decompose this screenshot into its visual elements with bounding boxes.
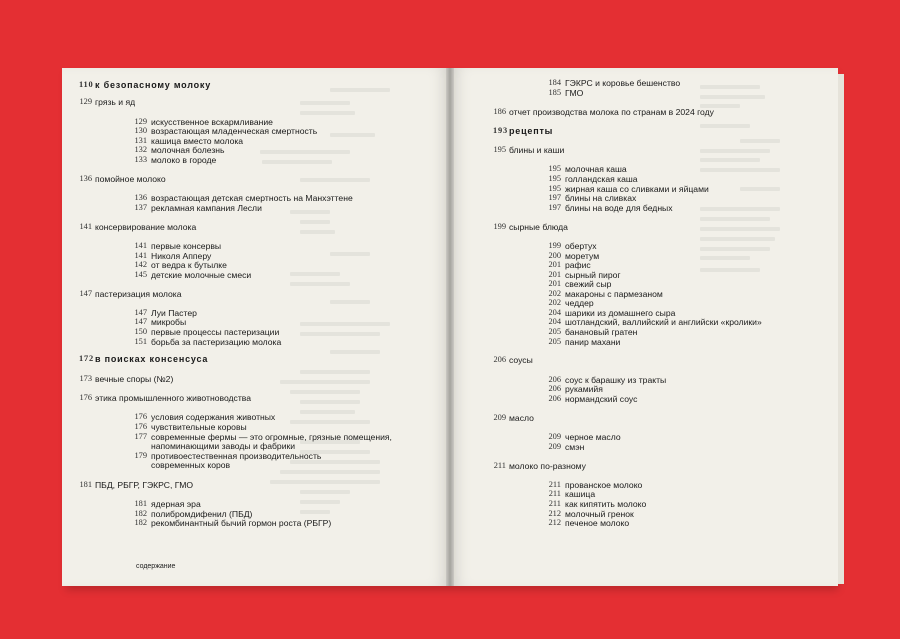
toc-item [548,489,596,499]
toc-chapter [493,413,534,423]
show-through-line [300,370,370,374]
toc-item [548,394,638,404]
show-through-line [280,380,370,384]
show-through-line [290,420,370,424]
toc-title: блины на сливках [565,193,637,203]
toc-title: смэн [565,442,585,452]
toc-title: нормандский соус [565,394,638,404]
toc-chapter [493,107,714,117]
toc-page-number: 205 [548,327,561,336]
show-through-line [700,149,770,153]
toc-item [548,499,647,509]
toc-page-number: 211 [493,461,506,470]
toc-page-number: 182 [134,509,147,518]
toc-title: рекомбинантный бычий гормон роста (РБГР) [151,518,332,528]
show-through-line [290,210,330,214]
toc-page-number: 145 [134,270,147,279]
toc-item [134,327,280,337]
toc-page-number: 200 [548,251,561,260]
toc-page-number: 131 [134,136,147,145]
toc-page-number: 204 [548,308,561,317]
toc-title: обертух [565,241,597,251]
toc-title: молочный гренок [565,509,634,519]
toc-page-number: 197 [548,203,561,212]
show-through-line [300,220,330,224]
toc-item [548,164,627,174]
toc-page-number: 199 [548,241,561,250]
toc-title: от ведра к бутылке [151,260,227,270]
toc-page-number: 206 [548,375,561,384]
toc-title: борьба за пастеризацию молока [151,337,282,347]
show-through-line [260,150,350,154]
toc-item [548,203,673,213]
toc-title: ПБД, РБГР, ГЭКРС, ГМО [95,480,194,490]
toc-item [134,145,225,155]
toc-item [151,441,295,451]
toc-section [79,80,212,90]
toc-page-number: 181 [134,499,147,508]
toc-title: свежий сыр [565,279,612,289]
toc-page-number: 204 [548,317,561,326]
toc-title: жирная каша со сливками и яйцами [565,184,709,194]
toc-title: полибромдифенил (ПБД) [151,509,253,519]
toc-item [134,260,227,270]
toc-page-number: 202 [548,298,561,307]
show-through-line [330,88,390,92]
show-through-line [300,332,380,336]
toc-title: прованское молоко [565,480,643,490]
toc-page-number: 186 [493,107,506,116]
toc-item [134,241,222,251]
toc-title: кашица вместо молока [151,136,244,146]
toc-page-number: 211 [548,480,561,489]
toc-page-number: 206 [548,394,561,403]
toc-page-number: 181 [79,480,92,489]
toc-page-number: 212 [548,509,561,518]
show-through-line [330,252,370,256]
show-through-line [700,207,780,211]
toc-title: детские молочные смеси [151,270,252,280]
toc-page-number: 172 [79,354,94,363]
toc-title: вечные споры (№2) [95,374,174,384]
toc-item [548,442,585,452]
footer-label: содержание [136,563,176,570]
toc-chapter [79,393,252,403]
show-through-line [700,158,760,162]
toc-page-number: 173 [79,374,92,383]
toc-page-number: 201 [548,279,561,288]
toc-item [548,88,584,98]
toc-title: молочная болезнь [151,145,225,155]
toc-chapter [493,145,565,155]
toc-item [134,337,282,347]
toc-title: макароны с пармезаном [565,289,663,299]
toc-page-number: 206 [493,355,506,364]
toc-page-number: 110 [79,80,94,89]
toc-title: к безопасному молоку [95,80,212,90]
toc-title: пастеризация молока [95,289,182,299]
toc-title: молоко в городе [151,155,217,165]
toc-title: ГЭКРС и коровье бешенство [565,78,681,88]
toc-title: шарики из домашнего сыра [565,308,676,318]
toc-chapter [79,289,182,299]
book-gutter [446,68,454,586]
toc-title: голландская каша [565,174,638,184]
toc-title: противоестественная производительность [151,451,322,461]
toc-item [134,155,217,165]
toc-chapter [79,374,174,384]
toc-section [493,126,554,136]
show-through-line [740,187,780,191]
toc-title: рекламная кампания Лесли [151,203,262,213]
toc-page-number: 141 [79,222,92,231]
show-through-line [280,470,380,474]
toc-item [134,422,247,432]
toc-title: как кипятить молоко [565,499,647,509]
toc-title: черное масло [565,432,621,442]
toc-title: печеное молоко [565,518,630,528]
toc-page-number: 185 [548,88,561,97]
toc-item [548,78,681,88]
toc-chapter [493,222,568,232]
toc-page-number: 184 [548,78,561,87]
show-through-line [700,268,760,272]
toc-item [548,432,621,442]
toc-item [134,270,252,280]
toc-title: условия содержания животных [151,412,276,422]
toc-item [548,279,612,289]
show-through-line [262,160,332,164]
show-through-line [300,322,390,326]
toc-title: панир махани [565,337,621,347]
toc-item [134,317,187,327]
toc-item [548,337,621,347]
toc-page-number: 202 [548,289,561,298]
toc-chapter [79,174,166,184]
show-through-line [700,256,750,260]
toc-page-number: 193 [493,126,508,135]
toc-page-number: 195 [548,174,561,183]
toc-section [79,354,209,364]
toc-title: шотландский, валлийский и английски «кролики» [565,317,762,327]
show-through-line [330,350,380,354]
toc-item [548,174,638,184]
show-through-line [300,101,350,105]
toc-page-number: 176 [134,422,147,431]
show-through-line [700,85,760,89]
toc-page-number: 141 [134,251,147,260]
toc-page-number: 182 [134,518,147,527]
toc-page-number: 176 [134,412,147,421]
toc-page-number: 197 [548,193,561,202]
toc-title: консервирование молока [95,222,197,232]
toc-title: масло [509,413,534,423]
show-through-line [300,230,335,234]
toc-page-number: 129 [134,117,147,126]
toc-item [548,327,638,337]
toc-title: помойное молоко [95,174,166,184]
toc-chapter [79,222,197,232]
show-through-line [700,237,775,241]
toc-page-number: 211 [548,499,561,508]
toc-page-number: 195 [493,145,506,154]
toc-title: соус к барашку из тракты [565,375,667,385]
toc-title: напоминающими заводы и фабрики [151,441,296,451]
toc-item [134,499,201,509]
toc-page-number: 201 [548,270,561,279]
toc-item [548,298,594,308]
toc-title: молоко по-разному [509,461,586,471]
show-through-line [300,410,355,414]
toc-title: рукамийя [565,384,603,394]
show-through-line [300,490,350,494]
toc-page-number: 141 [134,241,147,250]
show-through-line [700,247,770,251]
toc-page-number: 176 [79,393,92,402]
toc-page-number: 137 [134,203,147,212]
toc-title: блины и каши [509,145,565,155]
show-through-line [700,217,770,221]
toc-title: чеддер [565,298,594,308]
show-through-line [700,95,765,99]
toc-title: первые консервы [151,241,222,251]
toc-title: рецепты [509,126,554,136]
toc-title: микробы [151,317,187,327]
toc-title: первые процессы пастеризации [151,327,280,337]
toc-page-number: 147 [134,308,147,317]
toc-title: современных коров [151,460,231,470]
toc-page-number: 195 [548,184,561,193]
page-edge [838,74,844,584]
show-through-line [290,282,350,286]
toc-title: ядерная эра [151,499,201,509]
toc-item [548,384,603,394]
toc-chapter [79,480,194,490]
toc-page-number: 130 [134,126,147,135]
toc-item [151,460,230,470]
toc-page-number: 209 [493,413,506,422]
toc-page-number: 147 [79,289,92,298]
toc-page-number: 136 [134,193,147,202]
show-through-line [330,300,370,304]
show-through-line [300,400,360,404]
show-through-line [290,390,360,394]
toc-page-number: 179 [134,451,147,460]
toc-title: моретум [565,251,600,261]
toc-page-number: 212 [548,518,561,527]
toc-title: отчет производства молока по странам в 2024 году [509,107,714,117]
toc-chapter [79,97,136,107]
toc-page-number: 209 [548,432,561,441]
toc-item [548,193,637,203]
show-through-line [270,480,380,484]
toc-title: искусственное вскармливание [151,117,273,127]
toc-page-number: 150 [134,327,147,336]
toc-chapter [493,355,533,365]
toc-item [548,518,630,528]
toc-page-number: 132 [134,145,147,154]
toc-item [548,241,597,251]
show-through-line [700,168,780,172]
toc-chapter [493,461,586,471]
toc-item [134,193,353,203]
toc-title: современные фермы — это огромные, грязные помещения, [151,432,392,442]
toc-page-number: 199 [493,222,506,231]
show-through-line [740,139,780,143]
toc-title: сырный пирог [565,270,621,280]
toc-title: Николя Апперу [151,251,212,261]
toc-item [134,203,262,213]
toc-page-number: 136 [79,174,92,183]
toc-page-number: 209 [548,442,561,451]
show-through-line [300,178,370,182]
toc-item [134,126,318,136]
toc-page-number: 211 [548,489,561,498]
show-through-line [290,272,340,276]
toc-title: возрастающая детская смертность на Манхэттене [151,193,353,203]
toc-title: чувствительные коровы [151,422,247,432]
show-through-line [700,124,750,128]
toc-item [134,412,276,422]
toc-page-number: 151 [134,337,147,346]
show-through-line [300,111,355,115]
show-through-line [330,133,375,137]
toc-title: сырные блюда [509,222,568,232]
show-through-line [700,227,780,231]
toc-page-number: 133 [134,155,147,164]
toc-title: Луи Пастер [151,308,197,318]
toc-page-number: 205 [548,337,561,346]
toc-page-number: 206 [548,384,561,393]
toc-item [548,260,591,270]
toc-title: грязь и яд [95,97,136,107]
toc-page-number: 142 [134,260,147,269]
toc-title: соусы [509,355,533,365]
toc-page-number: 177 [134,432,147,441]
toc-title: кашица [565,489,596,499]
toc-title: возрастающая младенческая смертность [151,126,318,136]
toc-title: этика промышленного животноводства [95,393,252,403]
toc-item [548,317,762,327]
toc-item [134,518,332,528]
toc-title: блины на воде для бедных [565,203,673,213]
toc-title: банановый гратен [565,327,638,337]
toc-page-number: 201 [548,260,561,269]
show-through-line [300,510,330,514]
toc-title: рафис [565,260,591,270]
toc-title: молочная каша [565,164,627,174]
show-through-line [300,500,340,504]
toc-page-number: 147 [134,317,147,326]
toc-title: ГМО [565,88,584,98]
toc-page-number: 129 [79,97,92,106]
toc-page-number: 195 [548,164,561,173]
toc-title: в поисках консенсуса [95,354,209,364]
